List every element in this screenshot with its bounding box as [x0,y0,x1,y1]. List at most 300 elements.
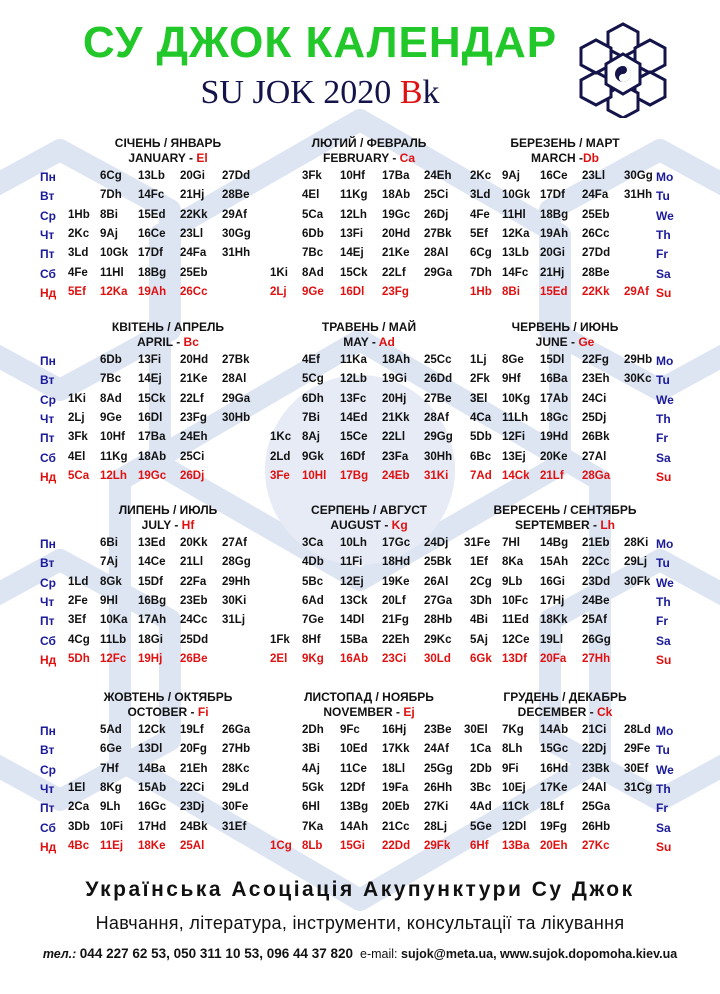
day-cell: 13Ba [502,839,530,852]
day-cell: 25Ci [424,189,449,202]
day-cell: 3Ef [68,614,86,627]
day-cell: 14Ce [138,556,166,569]
month-name-en [68,151,268,166]
day-cell: 3Ld [68,247,89,260]
day-cell: 27Hb [222,743,251,756]
day-cell: 21Eh [180,762,208,775]
day-cell: 5Ca [68,469,90,482]
day-cell: 14Ej [340,247,364,260]
day-cell: 4Ef [302,354,320,366]
day-cell: 4El [302,189,320,202]
day-cell: 13Ej [502,450,526,463]
day-cell: 23Fg [382,285,409,298]
day-cell: 5Gk [302,781,324,794]
day-cell: 14Ba [138,762,166,775]
month-block [270,320,468,482]
day-cell: 5Ef [470,227,488,240]
day-cell: 28Lj [424,820,448,833]
day-cell: 24Af [424,743,449,756]
day-cell: 27Kc [582,839,610,852]
day-cell: 15Ck [138,392,166,405]
day-cell: 22Eh [382,633,410,646]
day-cell: 2Db [470,762,492,775]
day-label-ua: Пн [40,724,56,738]
day-cell: 21Hj [180,189,205,202]
day-cell: 12Ka [100,285,128,298]
day-cell: 6Cg [100,170,122,182]
day-cell: 28Al [222,373,247,386]
day-label-ua: Пн [40,170,56,184]
day-cell: 20Fg [180,743,207,756]
day-cell: 9Hf [502,373,521,386]
day-cell: 18Ah [382,354,411,366]
day-cell: 23Dd [582,575,611,588]
calendar-title-en [0,74,640,112]
day-cell: 5Ef [68,285,86,298]
month-name-en [68,518,268,533]
day-cell: 3Fe [270,469,290,482]
day-cell: 5Aj [470,633,488,646]
day-cell: 28Ld [624,724,651,736]
day-cell: 31Fe [464,537,491,549]
month-name-en [270,151,468,166]
day-cell: 21Ll [180,556,204,569]
day-cell: 2Ca [68,801,90,814]
day-cell: 31Lj [222,614,246,627]
day-cell: 14Ah [340,820,369,833]
day-cell: 18Bg [138,266,167,279]
day-cell: 13Lb [138,170,165,182]
day-cell: 9Fi [502,762,519,775]
day-cell: 19Gc [138,469,167,482]
day-cell: 21Kk [382,411,410,424]
day-cell: 26Cc [582,227,610,240]
day-label-en: Th [656,227,671,242]
day-cell: 4Fe [470,208,490,221]
day-cell: 14Fc [138,189,165,202]
day-cell: 11Lh [502,411,529,424]
day-cell: 30Ld [424,652,451,665]
day-label-en: Tu [656,743,670,758]
day-cell: 26Cc [180,285,208,298]
day-cell: 19Fa [382,781,409,794]
day-cell: 19Hd [540,431,569,444]
day-cell: 3El [470,392,488,405]
day-cell: 10Hf [100,431,125,444]
month-code: Ej [403,705,415,719]
day-label-ua: Ср [40,575,56,590]
day-cell: 1Kc [270,431,292,444]
day-cell: 8Hf [302,633,321,646]
month-name-en [68,705,268,720]
day-cell: 30Fe [222,801,249,814]
day-cell: 15Ck [340,266,368,279]
day-cell: 12Fc [100,652,127,665]
day-cell: 2Fk [470,373,490,386]
day-cell: 8Aj [302,431,320,444]
day-cell: 10Hf [340,170,365,182]
month-block [68,503,268,665]
day-cell: 6Db [100,354,122,366]
day-cell: 15Df [138,575,163,588]
day-label-en: Sa [656,450,671,465]
day-label-en: Fr [656,431,668,446]
day-cell: 3Db [68,820,90,833]
month-name: ГРУДЕНЬ / ДЕКАБРЬ [503,690,627,704]
day-cell: 30Hh [424,450,453,463]
day-cell: 28Gg [222,556,251,569]
day-cell: 23Ci [382,652,407,665]
month-name: ВЕРЕСЕНЬ / СЕНТЯБРЬ [493,503,637,517]
month-name: ЖОВТЕНЬ / ОКТЯБРЬ [103,690,233,704]
day-cell: 15Ah [540,556,569,569]
services-line: Навчання, література, інструменти, консультації та лікування [95,913,625,933]
day-label-en: Th [656,411,671,426]
day-cell: 16Gi [540,575,565,588]
day-cell: 14Ab [540,724,569,736]
day-cell: 7Bc [302,247,324,260]
day-cell: 9Kg [302,652,324,665]
day-label-ua: Пн [40,537,56,551]
day-cell: 20Kk [180,537,208,549]
month-block [270,136,468,298]
day-cell: 16Df [340,450,365,463]
day-cell: 4El [68,450,86,463]
day-cell: 22Dj [582,743,607,756]
day-cell: 14Bg [540,537,569,549]
day-cell: 16Hj [382,724,407,736]
day-cell: 1Ki [68,392,86,405]
day-cell: 31Ef [222,820,247,833]
month-name: ЛЮТИЙ / ФЕВРАЛЬ [311,136,427,150]
day-cell: 11Kg [100,450,128,463]
day-cell: 17Ab [540,392,569,405]
month-name-en-text: SEPTEMBER - [514,518,601,532]
day-cell: 2Cg [470,575,492,588]
day-cell: 2Kc [470,170,492,182]
day-cell: 26Dj [180,469,205,482]
day-cell: 2El [270,652,288,665]
day-cell: 20Gi [180,170,205,182]
day-cell: 19Ke [382,575,410,588]
day-cell: 30Kc [624,373,652,386]
day-cell: 7Dh [470,266,492,279]
day-cell: 16Hd [540,762,569,775]
day-cell: 27Af [222,537,247,549]
day-cell: 29Lj [624,556,648,569]
day-cell: 26Al [424,575,449,588]
day-cell: 19Hj [138,652,163,665]
day-cell: 10Gk [502,189,531,202]
day-cell: 29Hh [222,575,251,588]
day-cell: 30Ef [624,762,649,775]
day-cell: 9Lb [502,575,523,588]
day-label-en: Fr [656,247,668,262]
day-cell: 9Lh [100,801,121,814]
day-cell: 24Be [582,594,610,607]
month-name-en [470,151,660,166]
month-code: Db [583,151,599,165]
day-cell: 19Ah [540,227,569,240]
day-cell: 23Ll [180,227,204,240]
day-cell: 4Db [302,556,324,569]
title-en-code-b: B [399,74,423,111]
day-cell: 15Ce [340,431,368,444]
day-cell: 1Ki [270,266,288,279]
month-name-en-text: AUGUST - [330,518,392,532]
day-cell: 31Ki [424,469,449,482]
day-cell: 9Fc [340,724,360,736]
month-name-en-text: APRIL - [137,335,184,349]
day-cell: 26Gg [582,633,611,646]
day-cell: 7Hf [100,762,119,775]
day-label-en: Su [656,285,672,300]
day-cell: 11Lb [100,633,127,646]
day-cell: 15Ed [540,285,568,298]
day-cell: 9Hl [100,594,118,607]
day-label-en: Mo [656,170,674,184]
day-cell: 29Ga [424,266,453,279]
day-cell: 10Hl [302,469,327,482]
day-cell: 26Ga [222,724,251,736]
day-cell: 16Ba [540,373,568,386]
month-code: Fi [197,705,209,719]
month-name: ЛИСТОПАД / НОЯБРЬ [304,690,434,704]
day-label-ua: Сб [40,633,56,648]
day-cell: 12Df [340,781,365,794]
day-cell: 29Fe [624,743,651,756]
day-cell: 9Ge [100,411,122,424]
day-cell: 4Aj [302,762,320,775]
day-label-en: Su [656,469,672,484]
day-cell: 6Db [302,227,324,240]
day-cell: 7Bi [302,411,320,424]
month-name-en [470,335,660,350]
day-cell: 31Hh [624,189,653,202]
day-cell: 18Ab [138,450,167,463]
day-cell: 24Eb [382,469,410,482]
day-cell: 11Ka [340,354,367,366]
day-cell: 11Ck [502,801,529,814]
day-cell: 12Dl [502,820,527,833]
day-cell: 3Fk [302,170,322,182]
day-cell: 19Fg [540,820,567,833]
day-cell: 15Ba [340,633,368,646]
day-cell: 8Ge [502,354,524,366]
month-code: El [196,151,208,165]
day-cell: 23Fg [180,411,207,424]
day-cell: 17Ah [138,614,167,627]
day-cell: 15Ed [138,208,166,221]
day-cell: 11Fi [340,556,363,569]
day-cell: 2Kc [68,227,90,240]
day-cell: 25Ci [180,450,205,463]
day-cell: 27Bk [424,227,452,240]
day-cell: 6Bc [470,450,492,463]
day-label-ua: Чт [40,781,55,796]
month-name-en-text: OCTOBER - [127,705,198,719]
day-cell: 1Lj [470,354,487,366]
day-cell: 6Gk [470,652,492,665]
day-cell: 4Ad [470,801,492,814]
day-label-en: Th [656,781,671,796]
day-cell: 25Al [180,839,205,852]
month-name: СІЧЕНЬ / ЯНВАРЬ [114,136,222,150]
day-cell: 25Bk [424,556,452,569]
day-cell: 23Eb [180,594,208,607]
day-cell: 5Ge [470,820,492,833]
day-cell: 27Ga [424,594,453,607]
day-cell: 11Hl [100,266,124,279]
month-code: Lh [600,518,615,532]
calendar-title-ru: СУ ДЖОК КАЛЕНДАР [82,18,558,67]
tel-label: тел.: [42,947,77,961]
day-cell: 21Hj [540,266,565,279]
month-name-en-text: NOVEMBER - [323,705,404,719]
day-cell: 22Lf [382,266,406,279]
day-cell: 22Fa [180,575,207,588]
day-label-en: Tu [656,556,670,571]
day-cell: 30El [464,724,488,736]
day-cell: 1Ef [470,556,488,569]
day-cell: 11Ej [100,839,124,852]
day-cell: 20Hd [382,227,411,240]
day-label-ua: Чт [40,411,55,426]
day-cell: 27Hh [582,652,611,665]
day-cell: 13Ed [138,537,166,549]
day-cell: 30Hb [222,411,251,424]
day-cell: 26Hh [424,781,453,794]
day-cell: 13Ck [340,594,368,607]
email-and-website: sujok@meta.ua, www.sujok.dopomoha.kiev.ua [401,947,678,961]
day-label-ua: Пт [40,614,55,629]
day-cell: 23Eh [582,373,610,386]
day-label-ua: Сб [40,266,56,281]
day-cell: 22Lf [180,392,204,405]
month-name: ЛИПЕНЬ / ИЮЛЬ [118,503,218,517]
day-cell: 11Ce [340,762,367,775]
day-cell: 19Gi [382,373,407,386]
day-cell: 22Kk [180,208,208,221]
day-cell: 26Dj [424,208,449,221]
day-cell: 21Eb [582,537,610,549]
day-cell: 15Gc [540,743,569,756]
day-cell: 24Ci [582,392,607,405]
day-cell: 7Ad [470,469,492,482]
month-block [68,136,268,298]
day-cell: 3Bi [302,743,320,756]
day-cell: 27Bk [222,354,250,366]
day-cell: 10Ed [340,743,368,756]
day-cell: 27Al [582,450,607,463]
day-cell: 11Kg [340,189,368,202]
day-cell: 19Ll [540,633,564,646]
day-cell: 25Gg [424,762,453,775]
day-cell: 24Eh [180,431,208,444]
day-cell: 6Dh [302,392,324,405]
month-name-en-text: FEBRUARY - [322,151,400,165]
day-cell: 7Aj [100,556,118,569]
day-cell: 4Cg [68,633,90,646]
day-cell: 17Kk [382,743,410,756]
day-cell: 25Dd [180,633,209,646]
month-name: КВІТЕНЬ / АПРЕЛЬ [111,320,225,334]
day-label-en: Su [656,652,672,667]
day-cell: 10Gk [100,247,129,260]
month-block [470,136,660,298]
day-cell: 4Bc [68,839,90,852]
day-label-ua: Вт [40,373,55,388]
day-label-ua: Нд [40,839,57,854]
day-label-en: Sa [656,820,671,835]
day-cell: 9Aj [502,170,520,182]
day-cell: 28Hb [424,614,453,627]
day-cell: 27Be [424,392,452,405]
day-cell: 28Al [424,247,449,260]
day-cell: 6Hf [470,839,489,852]
day-cell: 10Ka [100,614,128,627]
day-cell: 10Fi [100,820,124,833]
day-cell: 21Ci [582,724,607,736]
month-name-en [270,335,468,350]
day-cell: 22Ll [382,431,406,444]
day-cell: 15Dl [540,354,565,366]
day-cell: 18Lf [540,801,564,814]
day-cell: 12Ck [138,724,166,736]
day-cell: 7Ka [302,820,324,833]
month-name-en-text: JANUARY - [128,151,197,165]
day-label-en: Sa [656,266,671,281]
day-cell: 20Lf [382,594,406,607]
day-cell: 11Hl [502,208,526,221]
day-cell: 12Lb [340,373,367,386]
day-cell: 10Ej [502,781,526,794]
association-name: Українська Асоціація Акупунктури Су Джок [85,878,635,901]
day-label-ua: Пн [40,354,56,368]
day-cell: 10Fc [502,594,529,607]
day-cell: 17Bg [340,469,369,482]
day-cell: 13Df [502,652,527,665]
day-cell: 25Dj [582,411,607,424]
month-block [470,320,660,482]
day-label-en: We [656,208,674,223]
day-label-ua: Нд [40,285,57,300]
day-cell: 3Dh [470,594,492,607]
day-cell: 30Fk [624,575,651,588]
title-en-code-k: k [422,74,440,111]
day-cell: 16Ab [340,652,369,665]
month-name-en-text: JULY - [141,518,182,532]
day-cell: 29Gg [424,431,453,444]
day-cell: 8Kg [100,781,122,794]
day-label-ua: Вт [40,189,55,204]
day-cell: 8Bi [502,285,520,298]
day-label-en: Mo [656,537,674,551]
day-cell: 17Ba [138,431,166,444]
day-cell: 16Gc [138,801,167,814]
day-cell: 1Ld [68,575,89,588]
month-block [68,690,268,852]
day-cell: 18Ke [138,839,166,852]
day-label-en: Tu [656,189,670,204]
day-cell: 6Hl [302,801,320,814]
day-label-en: Th [656,594,671,609]
day-cell: 24Fa [180,247,207,260]
day-cell: 19Ah [138,285,167,298]
day-cell: 18Ll [382,762,406,775]
day-cell: 18Gi [138,633,163,646]
month-code: Hf [181,518,195,532]
